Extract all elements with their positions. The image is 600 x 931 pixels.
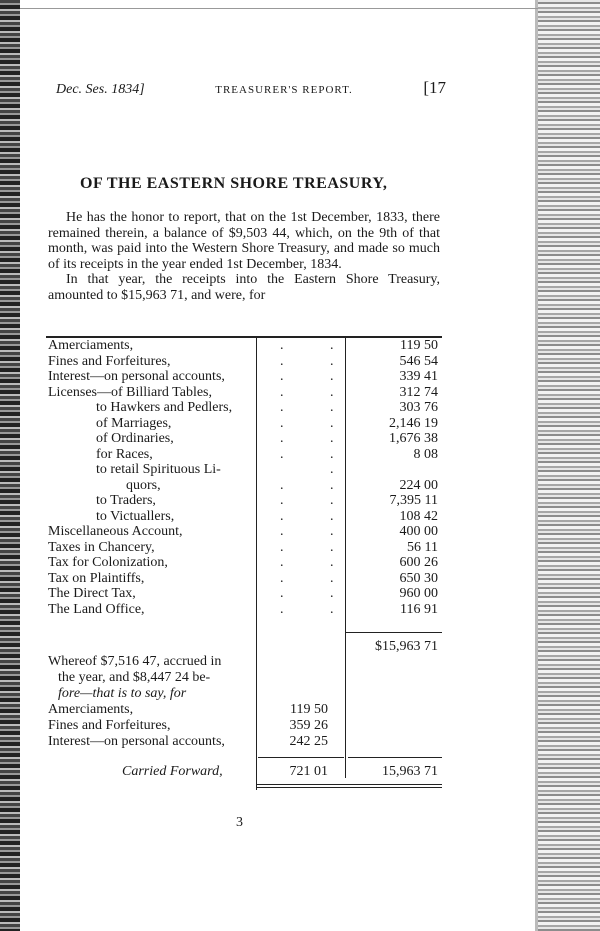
row-label: to Victuallers, [96, 508, 175, 524]
double-rule [256, 787, 442, 788]
whereof-line: Whereof $7,516 47, accrued in [48, 654, 222, 669]
leader-dot: . [330, 570, 334, 586]
row-amount: 312 74 [399, 384, 438, 400]
table-row [48, 586, 440, 602]
header-page: [17 [423, 78, 446, 97]
leader-dot: . [330, 384, 334, 400]
leader-dot: . [280, 524, 284, 539]
table-row [48, 400, 440, 416]
scan-edge-right [538, 0, 600, 931]
row-amount: 339 41 [399, 369, 438, 384]
whereof-line: the year, and $8,447 24 be- [58, 670, 211, 685]
leader-dot: . [280, 369, 284, 384]
leader-dot: . [330, 462, 334, 477]
table-row [48, 524, 440, 540]
row-label: Licenses—of Billiard Tables, [48, 384, 213, 400]
row-amount: 119 50 [400, 338, 438, 353]
row-label: Tax for Colonization, [48, 555, 168, 570]
row-amount: 650 30 [399, 570, 438, 586]
row-label: Interest—on personal accounts, [48, 369, 225, 384]
leader-dot: . [280, 353, 284, 369]
leader-dot: . [330, 477, 334, 493]
leader-dot: . [330, 400, 334, 415]
total-value: $15,963 71 [375, 639, 438, 654]
row-label: Miscellaneous Account, [48, 524, 183, 539]
row-label: Amerciaments, [48, 338, 134, 353]
row-amount: 546 54 [399, 353, 438, 369]
leader-dot: . [280, 601, 284, 617]
leader-dot: . [280, 446, 284, 462]
leader-dot: . [280, 338, 284, 353]
leader-dot: . [330, 446, 334, 462]
table-row [48, 385, 440, 401]
row-amount: 2,146 19 [389, 415, 438, 431]
leader-dot: . [330, 431, 334, 446]
row-amount: 108 42 [399, 508, 438, 524]
leader-dot: . [330, 555, 334, 570]
row-amount: 7,395 11 [389, 493, 438, 508]
row-amount: 359 26 [289, 718, 328, 733]
row-label: The Land Office, [48, 601, 145, 617]
row-amount: 600 26 [399, 555, 438, 570]
leader-dot: . [330, 369, 334, 384]
carried-sub: 721 01 [289, 764, 328, 779]
table-row [48, 416, 440, 432]
subtotal-rule [258, 757, 344, 758]
row-label: Taxes in Chancery, [48, 539, 155, 555]
scan-top-edge [20, 8, 538, 9]
row-amount: 56 11 [407, 539, 438, 555]
row-label: Tax on Plaintiffs, [48, 570, 145, 586]
table-row [48, 354, 440, 370]
table-row [48, 369, 440, 385]
leader-dot: . [330, 415, 334, 431]
row-label: to Traders, [96, 493, 156, 508]
row-label: Fines and Forfeitures, [48, 718, 171, 733]
row-label: Interest—on personal accounts, [48, 734, 225, 749]
carried-total: 15,963 71 [382, 764, 438, 779]
row-amount: 960 00 [399, 586, 438, 601]
table-row [48, 702, 440, 718]
table-row [48, 462, 440, 478]
leader-dot: . [280, 400, 284, 415]
table-row [48, 718, 440, 734]
leader-dot: . [280, 539, 284, 555]
whereof-line: fore—that is to say, for [58, 686, 187, 701]
scan-edge-left [0, 0, 20, 931]
leader-dot: . [330, 586, 334, 601]
row-amount: 224 00 [399, 477, 438, 493]
paragraph: In that year, the receipts into the Eastern Shore Treasury, amounted to $15,963 71, and were, for [48, 272, 440, 303]
running-header [56, 78, 446, 98]
table-row [48, 555, 440, 571]
header-session: Dec. Ses. 1834] [56, 82, 145, 97]
subtotal-rule [348, 757, 442, 758]
table-row [48, 493, 440, 509]
leader-dot: . [280, 586, 284, 601]
section-title: OF THE EASTERN SHORE TREASURY, [80, 175, 388, 192]
row-label: The Direct Tax, [48, 586, 136, 601]
total-rule [346, 632, 442, 633]
table-row [48, 571, 440, 587]
leader-dot: . [280, 384, 284, 400]
page-number: 3 [236, 815, 243, 830]
leader-dot: . [330, 601, 334, 617]
table-row [48, 734, 440, 750]
row-amount: 242 25 [289, 734, 328, 749]
row-amount: 303 76 [399, 400, 438, 415]
row-amount: 116 91 [400, 601, 438, 617]
row-amount: 1,676 38 [389, 431, 438, 446]
carried-forward-row: Carried Forward, 721 01 15,963 71 [122, 764, 438, 779]
leader-dot: . [280, 431, 284, 446]
paragraph: He has the honor to report, that on the 1st December, 1833, there remained therein, a balance of $9,503 44, which, on the 9th of that month, was paid into the Western Shore Treasury, and made so much of its receipts in the year ended 1st December, 1834. [48, 210, 440, 272]
row-label: to retail Spirituous Li- [96, 462, 221, 477]
leader-dot: . [330, 539, 334, 555]
table-row [48, 602, 440, 618]
leader-dot: . [330, 508, 334, 524]
table-row [48, 447, 440, 463]
row-label: of Ordinaries, [96, 431, 174, 446]
row-label: of Marriages, [96, 415, 172, 431]
leader-dot: . [280, 493, 284, 508]
page-edge [535, 0, 538, 931]
row-label: to Hawkers and Pedlers, [96, 400, 233, 415]
row-label: Fines and Forfeitures, [48, 353, 171, 369]
leader-dot: . [280, 477, 284, 493]
header-title: TREASURER'S REPORT. [215, 84, 353, 96]
leader-dot: . [280, 555, 284, 570]
leader-dot: . [280, 570, 284, 586]
row-amount: 8 08 [413, 446, 438, 462]
table-row [48, 431, 440, 447]
leader-dot: . [330, 353, 334, 369]
table-row [48, 540, 440, 556]
leader-dot: . [280, 508, 284, 524]
row-label: quors, [126, 477, 161, 493]
row-label: Amerciaments, [48, 702, 134, 717]
leader-dot: . [330, 338, 334, 353]
intro-text [48, 210, 440, 303]
row-amount: 119 50 [290, 702, 328, 717]
table-row [48, 478, 440, 494]
leader-dot: . [280, 415, 284, 431]
row-amount: 400 00 [399, 524, 438, 539]
double-rule [256, 784, 442, 785]
row-label: for Races, [96, 446, 153, 462]
table-row [48, 338, 440, 354]
total-row [48, 639, 440, 655]
leader-dot: . [330, 524, 334, 539]
table-row [48, 509, 440, 525]
leader-dot: . [330, 493, 334, 508]
